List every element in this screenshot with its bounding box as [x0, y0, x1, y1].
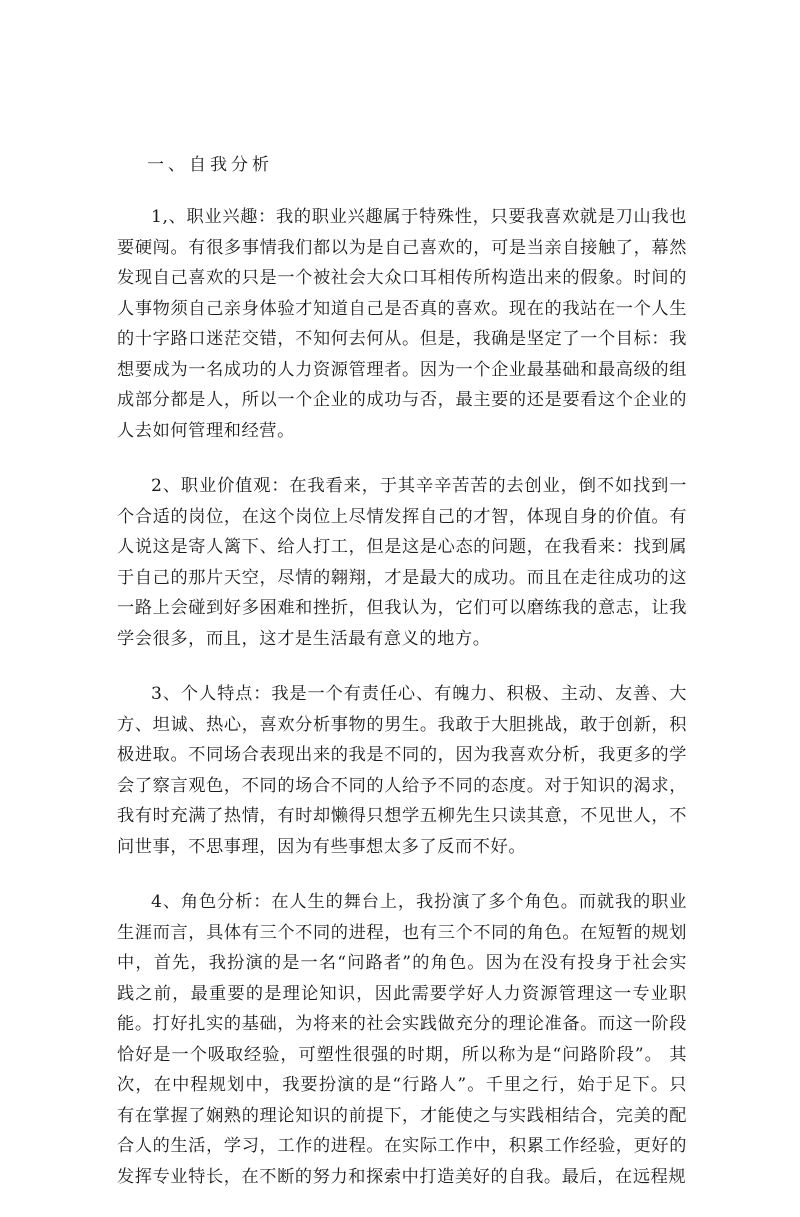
- paragraph-career-interest: 1,、职业兴趣：我的职业兴趣属于特殊性，只要我喜欢就是刀山我也要硬闯。有很多事情我们都以为是自己喜欢的，可是当亲自接触了，幕然发现自己喜欢的只是一个被社会大众口耳相传所构造出来的假象。时间的人事物须自己亲身体验才知道自己是否真的喜欢。现在的我站在一个人生的十字路口迷茫交错，不知何去何从。但是，我确是坚定了一个目标：我想要成为一名成功的人力资源管理者。因为一个企业最基础和最高级的组成部分都是人，所以一个企业的成功与否，最主要的还是要看这个企业的人去如何管理和经营。: [117, 207, 687, 441]
- paragraph-personal-traits: 3、个人特点：我是一个有责任心、有魄力、积极、主动、友善、大方、坦诚、热心，喜欢分析事物的男生。我敢于大胆挑战，敢于创新，积极进取。不同场合表现出来的我是不同的，因为我喜欢分析，我更多的学会了察言观色，不同的场合不同的人给予不同的态度。对于知识的渴求，我有时充满了热情，有时却懒得只想学五柳先生只读其意，不见世人，不问世事，不思事理，因为有些事想太多了反而不好。: [117, 684, 687, 857]
- paragraph-career-values: 2、职业价值观：在我看来，于其辛辛苦苦的去创业，倒不如找到一个合适的岗位，在这个岗位上尽情发挥自己的才智，体现自身的价值。有人说这是寄人篱下、给人打工，但是这是心态的问题，在我看来：找到属于自己的那片天空，尽情的翱翔，才是最大的成功。而且在走往成功的这一路上会碰到好多困难和挫折，但我认为，它们可以磨练我的意志，让我学会很多，而且，这才是生活最有意义的地方。: [117, 476, 687, 649]
- paragraph-role-analysis: 4、角色分析：在人生的舞台上，我扮演了多个角色。而就我的职业生涯而言，具体有三个不同的进程，也有三个不同的角色。在短暂的规划中，首先，我扮演的是一名“问路者”的角色。因为在没有投身于社会实践之前，最重要的是理论知识，因此需要学好人力资源管理这一专业职能。打好扎实的基础，为将来的社会实践做充分的理论准备。而这一阶段恰好是一个吸取经验，可塑性很强的时期，所以称为是“问路阶段”。 其次，在中程规划中，我要扮演的是“行路人”。千里之行，始于足下。只有在掌握了娴熟的理论知识的前提下，才能使之与实践相结合，完美的配合人的生活，学习，工作的进程。在实际工作中，积累工作经验，更好的发挥专业特长，在不断的努力和探索中打造美好的自我。最后，在远程规: [117, 892, 687, 1187]
- document-page: [117, 150, 687, 1217]
- section-heading: 一、自我分析: [147, 155, 273, 175]
